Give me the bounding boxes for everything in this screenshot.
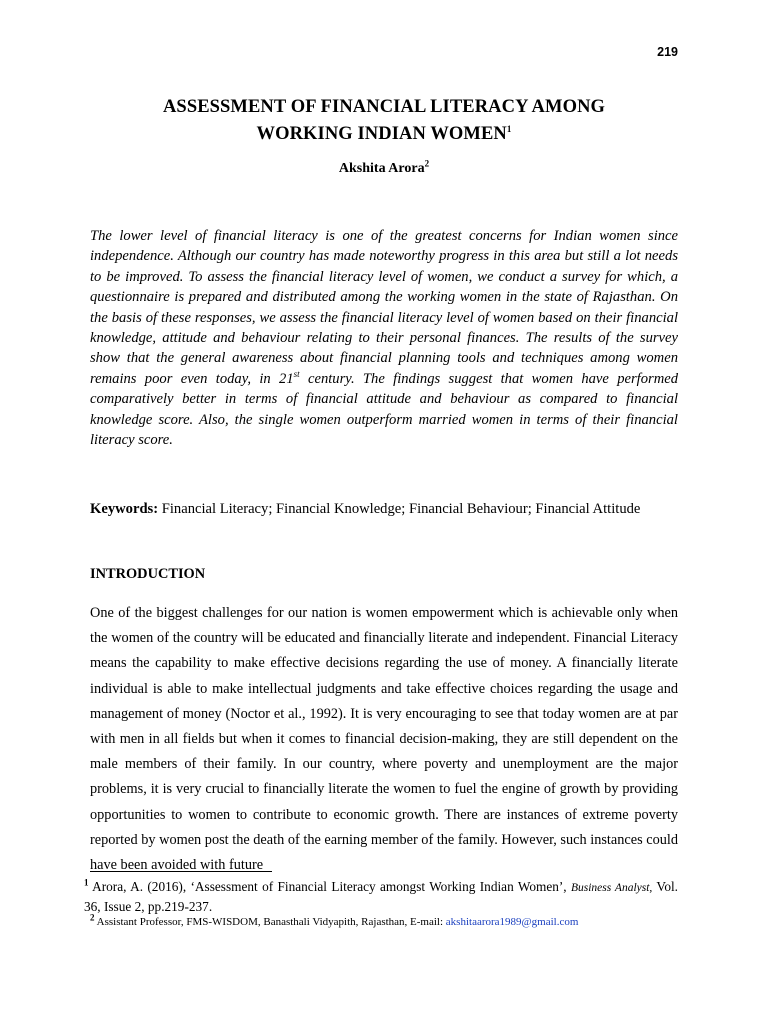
title-footnote-marker[interactable]: 1 <box>506 123 512 134</box>
abstract-text-part-1: The lower level of financial literacy is one of the greatest concerns for Indian women since independence. Although our country has made noteworthy progress in this area but still a lot needs to be improved. To assess the financial literacy level of women, we conduct a survey for which, a questionnaire is prepared and distributed among the working women in the state of Rajasthan. On the basis of these responses, we assess the financial literacy level of women based on their financial knowledge, attitude and behaviour relating to their personal finances. The results of the survey show that the general awareness about financial planning tools and techniques among women remains poor even today, in 21 <box>90 228 678 387</box>
author-name: Akshita Arora <box>338 161 425 176</box>
author-line <box>90 158 678 177</box>
footnote-2 <box>90 914 678 930</box>
paper-title <box>90 94 678 148</box>
footnote-1-journal: Business Analyst, <box>570 882 653 894</box>
footnote-1-text-post: Vol. 36, Issue 2, pp.219-237. <box>84 879 678 914</box>
keywords <box>90 499 678 519</box>
footnote-1 <box>84 878 678 916</box>
keywords-text: Financial Literacy; Financial Knowledge; Financial Behaviour; Financial Attitude <box>158 501 641 517</box>
page-number: 219 <box>657 45 678 59</box>
introduction-paragraph: One of the biggest challenges for our nation is women empowerment which is achievable only when the women of the country will be educated and financially literate and independent. Financial Literacy means the capability to make effective decisions regarding the use of money. A financially literate individual is able to make intellectual judgments and take effective choices regarding the usage and management of money (Noctor et al., 1992). It is very encouraging to see that today women are at par with men in all fields but when it comes to financial decision-making, they are still dependent on the male members of their family. In our country, where poverty and unemployment are the major problems, it is very crucial to financially literate the women to fuel the engine of growth by providing opportunities to women to contribute to economic growth. There are instances of extreme poverty reported by women post the death of the earning member of the family. However, such instances could have been avoided with future <box>90 605 678 874</box>
keywords-label: Keywords: <box>90 501 159 517</box>
abstract-ordinal-superscript: st <box>293 368 300 379</box>
footnote-2-text: Assistant Professor, FMS-WISDOM, Banasthali Vidyapith, Rajasthan, E-mail: <box>94 916 446 928</box>
footnote-2-marker: 2 <box>90 912 95 923</box>
footnote-1-text-pre: Arora, A. (2016), ‘Assessment of Financial Literacy amongst Working Indian Women’, <box>88 879 571 894</box>
section-heading-introduction: INTRODUCTION <box>90 566 206 582</box>
footnote-1-marker: 1 <box>84 877 89 888</box>
abstract <box>90 226 678 450</box>
abstract-text-part-2: century. The findings suggest that women have performed comparatively better in terms of financial attitude and behaviour as compared to financial knowledge score. Also, the single women outperform married women in terms of their financial literacy score. <box>90 370 679 449</box>
title-line-1: ASSESSMENT OF FINANCIAL LITERACY AMONG <box>162 97 606 117</box>
author-email-link[interactable]: akshitaarora1989@gmail.com <box>445 916 579 928</box>
footnote-divider <box>90 871 272 872</box>
author-footnote-marker[interactable]: 2 <box>424 158 430 169</box>
title-line-2: WORKING INDIAN WOMEN <box>256 124 507 144</box>
